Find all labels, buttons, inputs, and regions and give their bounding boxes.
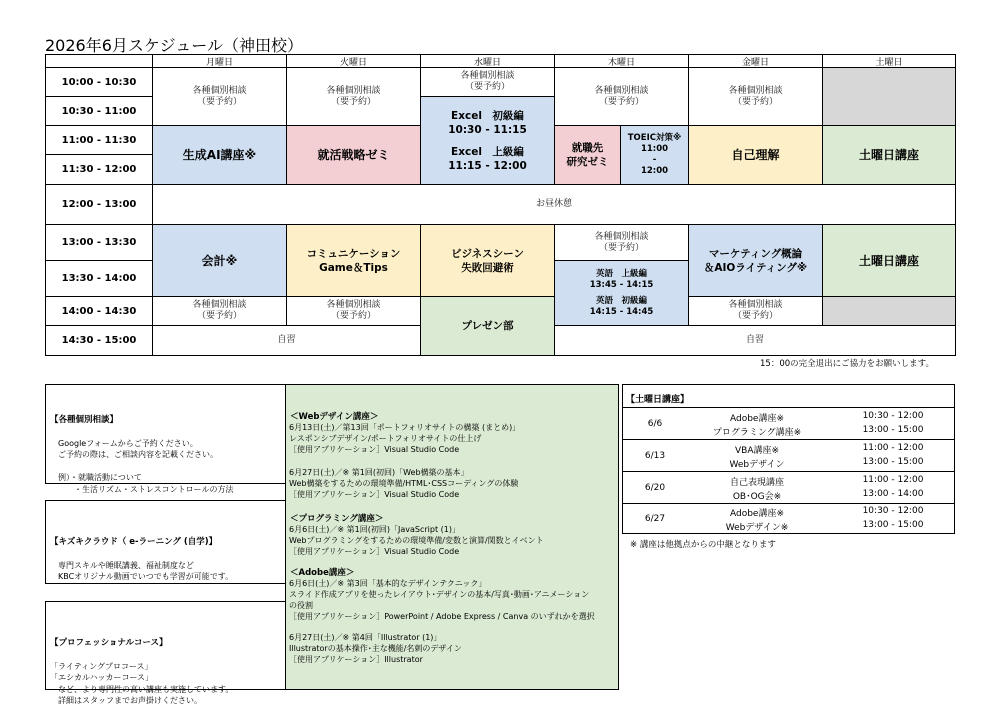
consult-tue-am: 各種個別相談 （要予約） (286, 67, 421, 126)
corner-cell (45, 54, 153, 68)
kizuki-cloud-body: 専門スキルや睡眠講義、福祉制度など KBCオリジナル動画でいつでも学習が可能です。 (57, 560, 234, 581)
web-session-2: 6月27日(土)／※ 第1回(初回)「Web構築の基本」 Web構築をするための環境準備/HTML･CSSコーディングの体験 ［使用アプリケーション］Visual Studio Code (289, 468, 519, 499)
course-communication: コミュニケーション Game＆Tips (286, 224, 421, 297)
time-slot: 10:30 - 11:00 (45, 96, 153, 126)
saturday-course: OB･OG会※ (732, 492, 782, 502)
time-slot: 13:30 - 14:00 (45, 260, 153, 297)
adobe-session-2: 6月27日(土)／※ 第4回「Illustrator (1)」 Illustratorの基本操作･主な機能/名刺のデザイン ［使用アプリケーション］Illustrator (289, 633, 462, 664)
consult-fri-am: 各種個別相談 （要予約） (688, 67, 823, 126)
pro-course-box (45, 601, 286, 705)
time-slot: 11:30 - 12:00 (45, 154, 153, 185)
consult-tue-pm: 各種個別相談 （要予約） (286, 296, 421, 326)
course-accounting: 会計※ (152, 224, 287, 297)
consult-fri-pm: 各種個別相談 （要予約） (688, 296, 823, 326)
saturday-row (622, 439, 955, 472)
saturday-course: Adobe講座※ (729, 509, 784, 519)
day-header-wed: 水曜日 (420, 54, 555, 68)
saturday-course: 自己表現講座 (729, 478, 784, 488)
saturday-closed-pm (822, 296, 956, 326)
saturday-time: 13:00 - 15:00 (862, 520, 924, 530)
saturday-time: 11:00 - 12:00 (862, 443, 924, 453)
saturday-time: 13:00 - 15:00 (862, 425, 924, 435)
consult-mon-pm: 各種個別相談 （要予約） (152, 296, 287, 326)
saturday-course: Webデザイン (729, 460, 785, 470)
course-saturday-am: 土曜日講座 (822, 125, 956, 185)
saturday-row (622, 407, 955, 440)
saturday-time: 13:00 - 15:00 (862, 457, 924, 467)
course-english: 英語 上級編 13:45 - 14:15 英語 初級編 14:15 - 14:45 (554, 260, 689, 326)
saturday-course: Webデザイン※ (725, 523, 789, 533)
course-job-research-seminar: 就職先 研究ゼミ (554, 125, 621, 185)
saturday-time: 13:00 - 14:00 (862, 489, 924, 499)
day-header-sat: 土曜日 (822, 54, 956, 68)
consult-info-title: 【各種個別相談】 (50, 414, 119, 425)
consult-info-body: Googleフォームからご予約ください。 ご予約の際は、ご相談内容を記載ください。 例）・就職活動について ・生活リズム・ストレスコントロールの方法 (57, 438, 234, 494)
saturday-course-details (285, 384, 619, 690)
self-study-right: 自習 (554, 325, 956, 356)
web-session-1: 6月13日(土)／第13回「ポートフォリオサイトの構築 (まとめ)」 レスポンシブデザイン/ポートフォリオサイトの仕上げ ［使用アプリケーション］Visual Studio Code (289, 423, 521, 454)
saturday-course: VBA講座※ (734, 446, 780, 456)
schedule-table (45, 54, 956, 356)
relay-note: ※ 講座は他拠点からの中継となります (630, 540, 776, 550)
course-presentation-club: プレゼン部 (420, 296, 555, 356)
saturday-course: プログラミング講座※ (712, 428, 802, 438)
saturday-row (622, 503, 955, 534)
saturday-row (622, 471, 955, 504)
time-slot: 13:00 - 13:30 (45, 224, 153, 261)
saturday-closed-am (822, 67, 956, 126)
time-slot: 14:00 - 14:30 (45, 296, 153, 326)
saturday-time: 10:30 - 12:00 (862, 411, 924, 421)
saturday-date: 6/13 (644, 450, 666, 461)
saturday-date: 6/27 (644, 513, 666, 524)
pro-course-title: 【プロフェッショナルコース】 (50, 637, 168, 648)
day-header-thu: 木曜日 (554, 54, 689, 68)
course-self-understanding: 自己理解 (688, 125, 823, 185)
pro-course-body: 「ライティングプロコース」 「エシカルハッカーコース」 など、より専門性の高い講座も実施しています。 詳細はスタッフまでお声掛けください。 (50, 661, 234, 705)
adobe-session-1: 6月6日(土)／※ 第3回「基本的なデザインテクニック」 スライド作成アプリを使ったレイアウト･デザインの基本/写真･動画･アニメーション の役割 ［使用アプリケーション］PowerPoint / Adobe Express / Canva のいずれかを選択 (289, 579, 595, 621)
course-generative-ai: 生成AI講座※ (152, 125, 287, 185)
saturday-table-title: 【土曜日講座】 (622, 384, 955, 408)
saturday-time: 10:30 - 12:00 (862, 506, 924, 516)
exit-notice: 15：00の完全退出にご協力をお願いします。 (760, 359, 934, 369)
consult-wed-am: 各種個別相談 （要予約） (420, 67, 555, 97)
saturday-date: 6/20 (644, 482, 666, 493)
course-business-scene: ビジネスシーン 失敗回避術 (420, 224, 555, 297)
time-slot: 11:00 - 11:30 (45, 125, 153, 155)
saturday-course: Adobe講座※ (729, 414, 784, 424)
self-study-left: 自習 (152, 325, 421, 356)
day-header-tue: 火曜日 (286, 54, 421, 68)
adobe-heading: ＜Adobe講座＞ (290, 568, 355, 578)
saturday-time: 11:00 - 12:00 (862, 475, 924, 485)
day-header-fri: 金曜日 (688, 54, 823, 68)
course-excel: Excel 初級編 10:30 - 11:15 Excel 上級編 11:15 - 12:00 (420, 96, 555, 185)
time-slot: 10:00 - 10:30 (45, 67, 153, 97)
page-title: 2026年6月スケジュール（神田校） (45, 36, 303, 55)
time-slot: 12:00 - 13:00 (45, 184, 153, 225)
saturday-date: 6/6 (647, 418, 663, 429)
course-saturday-pm: 土曜日講座 (822, 224, 956, 297)
programming-session: 6月6日(土)／※ 第1回(初回)「JavaScript (1)」 Webプログラミングをするための環境準備/変数と演算/関数とイベント ［使用アプリケーション］Visual Studio Code (289, 525, 544, 556)
course-job-strategy: 就活戦略ゼミ (286, 125, 421, 185)
kizuki-cloud-box (45, 500, 286, 584)
time-slot: 14:30 - 15:00 (45, 325, 153, 356)
lunch-break: お昼休憩 (152, 184, 956, 225)
consult-thu-pm: 各種個別相談 （要予約） (554, 224, 689, 261)
course-marketing: マーケティング概論 ＆AIOライティング※ (688, 224, 823, 297)
course-toeic: TOEIC対策※ 11:00 - 12:00 (620, 125, 689, 185)
consult-info-box (45, 384, 286, 494)
kizuki-cloud-title: 【キズキクラウド（ e-ラーニング (自学)】 (50, 536, 218, 547)
consult-thu-am: 各種個別相談 （要予約） (554, 67, 689, 126)
consult-mon-am: 各種個別相談 （要予約） (152, 67, 287, 126)
day-header-mon: 月曜日 (152, 54, 287, 68)
programming-heading: ＜プログラミング講座＞ (290, 514, 384, 524)
web-design-heading: ＜Webデザイン講座＞ (290, 412, 379, 422)
